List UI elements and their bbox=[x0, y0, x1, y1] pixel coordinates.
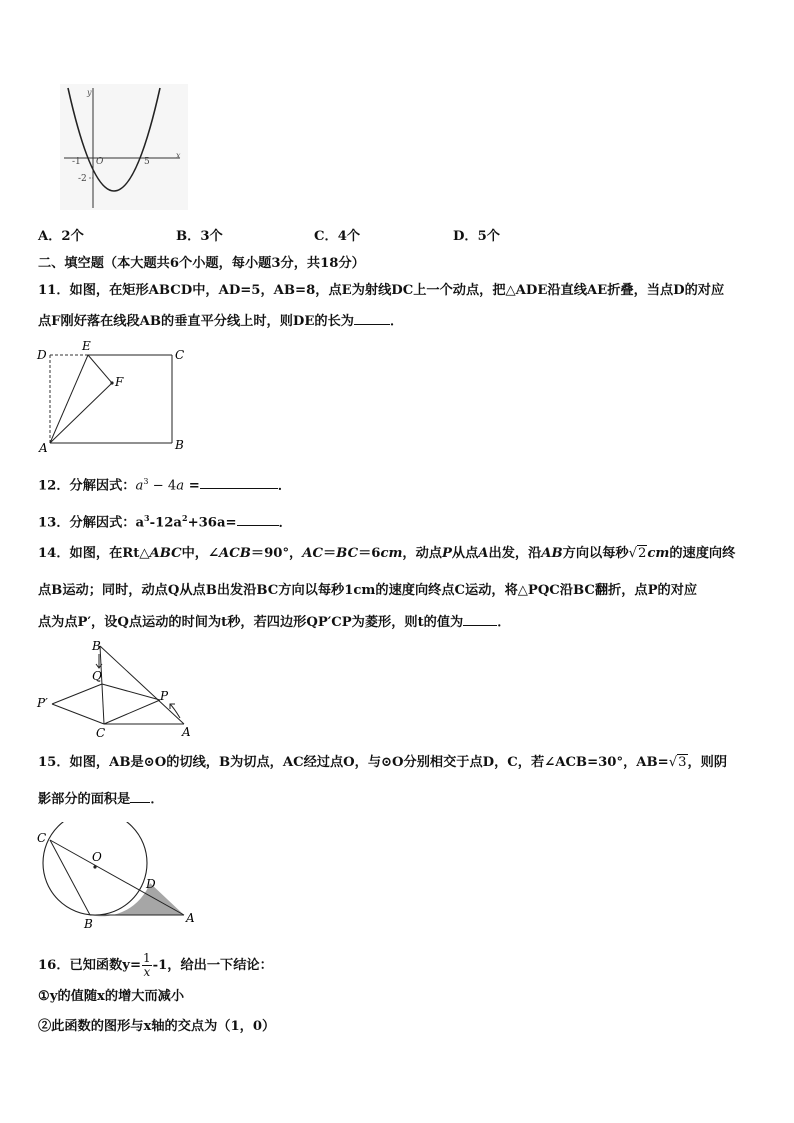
parabola-graph bbox=[60, 84, 188, 210]
label-D: D bbox=[146, 877, 156, 891]
label-origin: O bbox=[96, 157, 104, 167]
label-D: D bbox=[37, 348, 47, 362]
q14-line1: 14．如图，在Rt△ABC中，∠ACB＝90°，AC＝BC＝6cm，动点P从点A出发，沿AB方向以每秒√2cm的速度向终 bbox=[38, 546, 736, 561]
q16-conclusion-2: ②此函数的图形与x轴的交点为（1，0） bbox=[38, 1019, 276, 1034]
seg-QP1 bbox=[52, 684, 102, 704]
label-P1: P′ bbox=[37, 696, 48, 710]
q14-line2: 点B运动；同时，动点Q从点B出发沿BC方向以每秒1cm的速度向终点C运动，将△PQC沿BC翻折，点P的对应 bbox=[38, 583, 698, 598]
seg-AF bbox=[50, 383, 112, 443]
answer-blank bbox=[463, 613, 497, 626]
label-B: B bbox=[92, 639, 101, 653]
label-E: E bbox=[82, 340, 91, 353]
q15-line1: 15．如图，AB是⊙O的切线，B为切点，AC经过点O，与⊙O分别相交于点D，C，若∠ACB=30°，AB=√3，则阴 bbox=[38, 755, 728, 770]
seg-CP bbox=[104, 700, 160, 724]
label-C: C bbox=[37, 831, 47, 845]
q15-figure bbox=[34, 822, 204, 930]
label-neg2: -2 bbox=[78, 174, 87, 184]
answer-blank bbox=[354, 312, 390, 325]
q16-line: 16．已知函数y= $\frac{1}{x}$ -1，给出一下结论： bbox=[38, 951, 273, 979]
label-B: B bbox=[84, 917, 93, 930]
label-neg1: -1 bbox=[72, 157, 81, 167]
point-F bbox=[110, 381, 113, 384]
label-A: A bbox=[182, 725, 191, 739]
q11-line2: 点F刚好落在线段AB的垂直平分线上时，则DE的长为 ． bbox=[38, 314, 404, 329]
answer-blank bbox=[130, 790, 150, 803]
label-P: P bbox=[160, 689, 169, 703]
label-5: 5 bbox=[144, 157, 150, 167]
label-A: A bbox=[39, 441, 48, 455]
seg-EF bbox=[88, 355, 112, 383]
label-Q: Q bbox=[92, 669, 102, 683]
q14-line3: 点为点P′，设Q点运动的时间为t秒，若四边形QP′CP为菱形，则t的值为 ． bbox=[38, 615, 511, 630]
q10-option-c: C．4个 bbox=[314, 229, 361, 244]
section-heading: 二、填空题（本大题共6个小题，每小题3分，共18分） bbox=[38, 256, 365, 271]
q14-figure bbox=[34, 638, 194, 742]
shaded-region bbox=[90, 883, 184, 916]
label-C: C bbox=[175, 348, 185, 362]
label-x: x bbox=[176, 151, 181, 160]
q11-figure bbox=[34, 340, 194, 456]
q16-conclusion-1: ①y的值随x的增大而减小 bbox=[38, 989, 185, 1004]
q12-line: 12．分解因式：$a^3 - 4a$ = ． bbox=[38, 477, 291, 494]
q13-line: 13．分解因式：$a^3-12a^2+36a=$ ． bbox=[38, 513, 292, 531]
seg-P1C bbox=[52, 704, 104, 724]
seg-BA bbox=[100, 646, 184, 724]
q15-line2: 影部分的面积是 ． bbox=[38, 792, 164, 807]
answer-blank bbox=[237, 513, 279, 526]
label-y: y bbox=[87, 88, 92, 97]
q11-line1: 11．如图，在矩形ABCD中，AD=5，AB=8，点E为射线DC上一个动点，把△ADE沿直线AE折叠，当点D的对应 bbox=[38, 283, 725, 298]
label-F: F bbox=[115, 375, 124, 389]
label-O: O bbox=[92, 850, 102, 864]
q10-option-d: D．5个 bbox=[453, 229, 500, 244]
q10-option-b: B．3个 bbox=[176, 229, 223, 244]
seg-QP bbox=[102, 684, 160, 700]
label-A: A bbox=[186, 911, 195, 925]
seg-AE bbox=[50, 355, 88, 443]
label-C: C bbox=[96, 726, 106, 740]
q10-option-a: A．2个 bbox=[38, 229, 84, 244]
label-B: B bbox=[175, 438, 184, 452]
point-O bbox=[93, 865, 96, 868]
answer-blank bbox=[200, 476, 278, 489]
